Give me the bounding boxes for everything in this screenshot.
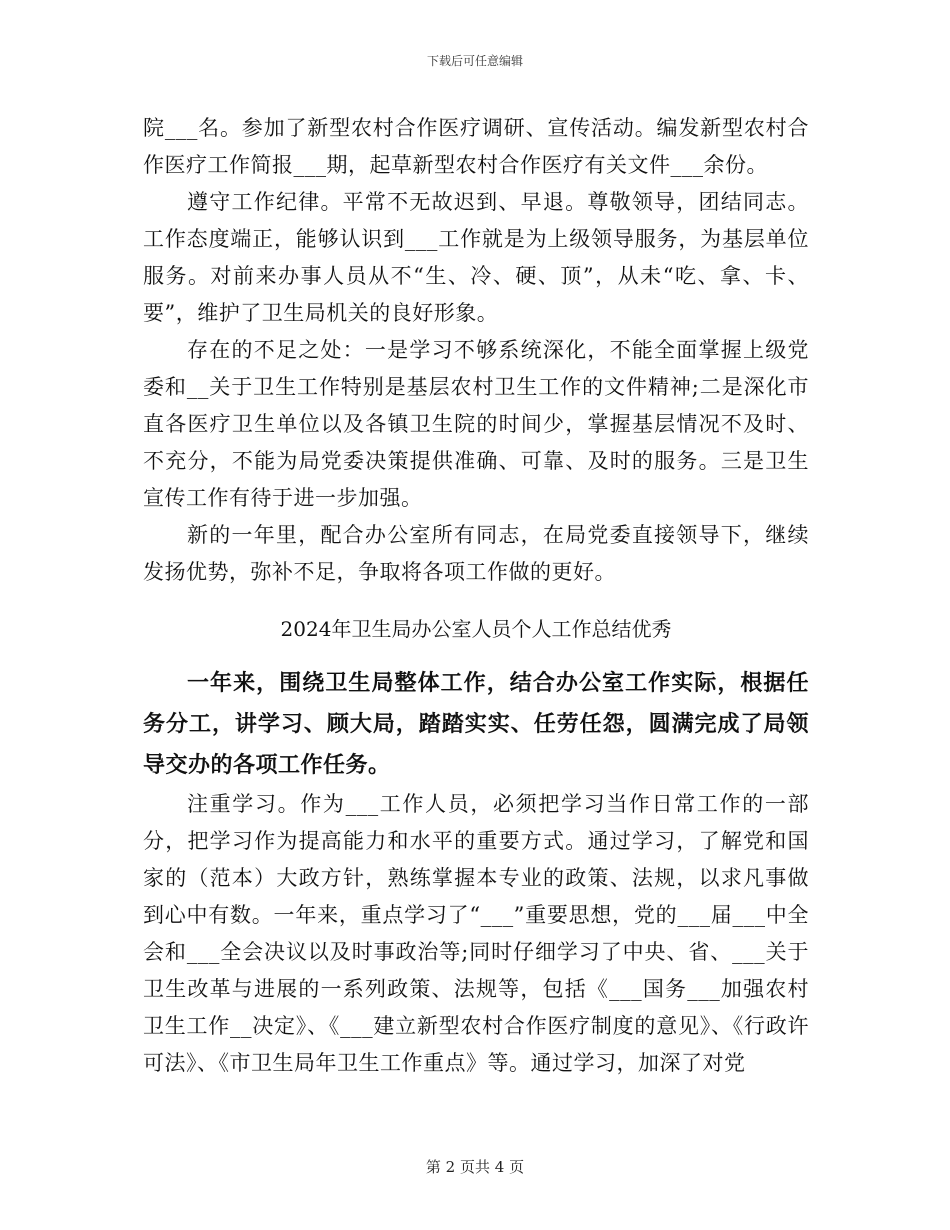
paragraph-study: 注重学习。作为___工作人员，必须把学习当作日常工作的一部分，把学习作为提高能力和水平的重要方式。通过学习，了解党和国家的（范本）大政方针，熟练掌握本专业的政策、法规，以求凡事做到心中有数。一年来，重点学习了“___”重要思想，党的___届___中全会和___全会决议以及时事政治等;同时仔细学习了中央、省、___关于卫生改革与进展的一系列政策、法规等，包括《___国务___加强农村卫生工作__决定》、《___建立新型农村合作医疗制度的意见》、《行政许可法》、《市卫生局年卫生工作重点》等。通过学习，加深了对党: [143, 792, 809, 1075]
paragraph-shortcomings: 存在的不足之处：一是学习不够系统深化，不能全面掌握上级党委和__关于卫生工作特别是基层农村卫生工作的文件精神;二是深化市直各医疗卫生单位以及各镇卫生院的时间少，掌握基层情况不及时、不充分，不能为局党委决策提供准确、可靠、及时的服务。三是卫生宣传工作有待于进一步加强。: [143, 338, 809, 510]
paragraph-discipline: 遵守工作纪律。平常不无故迟到、早退。尊敬领导，团结同志。工作态度端正，能够认识到___工作就是为上级领导服务，为基层单位服务。对前来办事人员从不“生、冷、硬、顶”，从未“吃、拿、卡、要”，维护了卫生局机关的良好形象。: [143, 190, 809, 325]
document-body: [143, 110, 809, 1082]
paragraph-bold-intro: 一年来，围绕卫生局整体工作，结合办公室工作实际，根据任务分工，讲学习、顾大局，踏踏实实、任劳任怨，圆满完成了局领导交办的各项工作任务。: [143, 670, 809, 778]
page-footer: 第 2 页共 4 页: [425, 1158, 525, 1176]
paragraph-new-year: 新的一年里，配合办公室所有同志，在局党委直接领导下，继续发扬优势，弥补不足，争取将各项工作做的更好。: [143, 523, 809, 584]
section-title: 2024年卫生局办公室人员个人工作总结优秀: [280, 617, 672, 641]
paragraph-continuation: 院___名。参加了新型农村合作医疗调研、宣传活动。编发新型农村合作医疗工作简报___期，起草新型农村合作医疗有关文件___余份。: [143, 116, 809, 177]
page-header: 下载后可任意编辑: [426, 54, 523, 68]
